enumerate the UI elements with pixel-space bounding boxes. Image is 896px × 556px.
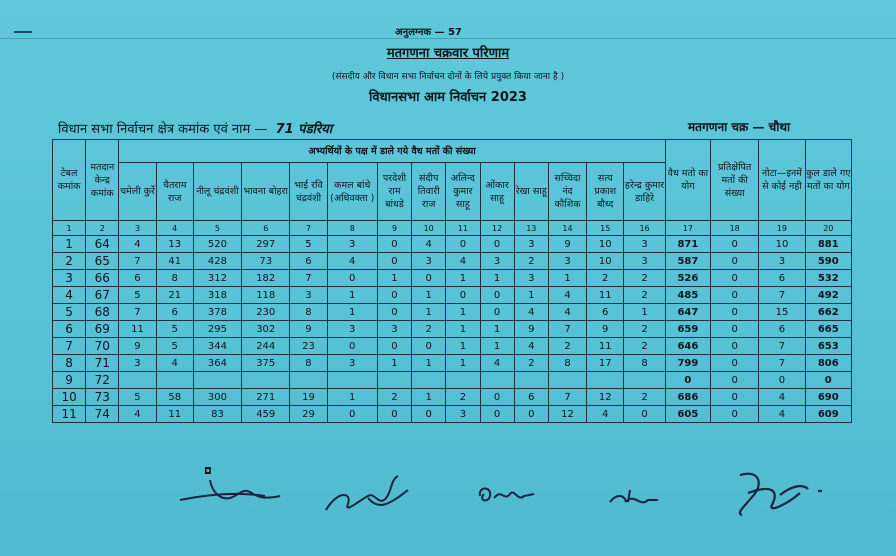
table-cell [156, 372, 193, 389]
column-number: 20 [805, 221, 851, 236]
constituency-line [58, 119, 332, 137]
table-cell: 6 [119, 270, 156, 287]
table-cell: 17 [587, 355, 624, 372]
table-cell: 12 [587, 389, 624, 406]
table-cell: 11 [587, 338, 624, 355]
candidate-header: संदीप तिवारी राज [412, 163, 446, 221]
candidates-group-header: अभ्यर्थियों के पक्ष में डाले गये वैध मतों की संख्या [119, 140, 665, 163]
table-cell: 0 [711, 338, 759, 355]
table-cell: 19 [290, 389, 327, 406]
table-cell: 1 [412, 287, 446, 304]
table-cell: 3 [412, 253, 446, 270]
table-cell: 4 [446, 253, 480, 270]
table-cell: 799 [665, 355, 710, 372]
table-cell: 67 [86, 287, 119, 304]
table-cell: 4 [119, 236, 156, 253]
column-number: 18 [711, 221, 759, 236]
table-cell: 72 [86, 372, 119, 389]
table-cell: 4 [156, 355, 193, 372]
table-cell: 3 [290, 287, 327, 304]
paper-fold-line [0, 38, 896, 39]
column-number: 2 [86, 221, 119, 236]
table-cell: 1 [480, 270, 514, 287]
candidate-header: चैतराम राज [156, 163, 193, 221]
table-cell: 459 [242, 406, 290, 423]
table-row [53, 338, 852, 355]
table-cell: 2 [624, 287, 665, 304]
table-cell: 0 [711, 270, 759, 287]
table-cell: 69 [86, 321, 119, 338]
table-cell: 0 [412, 338, 446, 355]
table-cell [587, 372, 624, 389]
table-cell: 0 [377, 338, 411, 355]
table-cell: 8 [156, 270, 193, 287]
table-cell [119, 372, 156, 389]
table-row [53, 253, 852, 270]
header-cell: कुल डाले गए मतों का योग [805, 140, 851, 221]
column-number: 9 [377, 221, 411, 236]
candidate-header: सत्य प्रकाश बौध्द [587, 163, 624, 221]
table-cell: 0 [711, 304, 759, 321]
column-number: 19 [759, 221, 805, 236]
table-cell: 318 [193, 287, 241, 304]
table-cell: 4 [119, 406, 156, 423]
table-cell: 0 [711, 253, 759, 270]
table-cell: 0 [412, 406, 446, 423]
table-cell [624, 372, 665, 389]
table-cell: 3 [327, 321, 377, 338]
table-cell: 1 [480, 338, 514, 355]
table-cell: 0 [624, 406, 665, 423]
table-cell: 8 [624, 355, 665, 372]
table-cell: 65 [86, 253, 119, 270]
table-cell: 0 [480, 236, 514, 253]
table-row [53, 236, 852, 253]
table-cell: 7 [548, 389, 586, 406]
table-cell: 4 [327, 253, 377, 270]
signature-4 [600, 484, 666, 510]
column-number: 6 [242, 221, 290, 236]
table-cell: 4 [759, 389, 805, 406]
table-cell: 881 [805, 236, 851, 253]
table-cell [377, 372, 411, 389]
table-cell [242, 372, 290, 389]
table-cell: 4 [548, 287, 586, 304]
table-row [53, 304, 852, 321]
table-cell: 0 [711, 321, 759, 338]
table-cell: 10 [759, 236, 805, 253]
table-cell: 302 [242, 321, 290, 338]
table-cell: 3 [377, 321, 411, 338]
table-cell: 244 [242, 338, 290, 355]
table-cell: 1 [548, 270, 586, 287]
table-cell: 2 [514, 355, 548, 372]
table-cell: 271 [242, 389, 290, 406]
table-cell: 0 [327, 270, 377, 287]
signature-1 [170, 470, 300, 510]
table-cell: 295 [193, 321, 241, 338]
candidate-header: भावना बोहरा [242, 163, 290, 221]
table-cell: 1 [327, 287, 377, 304]
table-cell: 605 [665, 406, 710, 423]
table-cell: 659 [665, 321, 710, 338]
table-cell: 428 [193, 253, 241, 270]
column-number: 13 [514, 221, 548, 236]
table-cell: 83 [193, 406, 241, 423]
table-cell: 0 [480, 304, 514, 321]
table-cell: 41 [156, 253, 193, 270]
table-row [53, 389, 852, 406]
table-cell: 11 [119, 321, 156, 338]
header-cell: वैध मतो का योग [665, 140, 710, 221]
table-cell: 375 [242, 355, 290, 372]
table-cell: 3 [446, 406, 480, 423]
table-cell: 11 [156, 406, 193, 423]
table-cell: 2 [624, 389, 665, 406]
document-subtitle: (संसदीय और विधान सभा निर्वाचन दोनों के लिये प्रयुक्त किया जाना है ) [331, 72, 565, 82]
table-cell: 0 [327, 338, 377, 355]
table-cell: 29 [290, 406, 327, 423]
table-cell: 6 [759, 270, 805, 287]
table-cell: 7 [119, 304, 156, 321]
table-cell: 520 [193, 236, 241, 253]
table-cell: 23 [290, 338, 327, 355]
header-cell: प्रतिक्षेपित मतों की संख्या [711, 140, 759, 221]
table-cell: 1 [446, 355, 480, 372]
column-number: 12 [480, 221, 514, 236]
table-cell: 0 [665, 372, 710, 389]
table-cell: 2 [377, 389, 411, 406]
table-cell: 7 [53, 338, 86, 355]
table-cell: 3 [514, 236, 548, 253]
seal-mark: ◘ [204, 467, 212, 477]
table-cell: 0 [446, 236, 480, 253]
column-number: 17 [665, 221, 710, 236]
column-number: 10 [412, 221, 446, 236]
table-cell: 378 [193, 304, 241, 321]
table-cell: 2 [624, 270, 665, 287]
table-cell: 10 [53, 389, 86, 406]
table-cell: 6 [290, 253, 327, 270]
table-cell: 686 [665, 389, 710, 406]
table-cell: 58 [156, 389, 193, 406]
column-number: 8 [327, 221, 377, 236]
table-cell: 300 [193, 389, 241, 406]
table-cell: 5 [53, 304, 86, 321]
table-cell: 9 [119, 338, 156, 355]
table-cell: 5 [290, 236, 327, 253]
table-cell: 2 [624, 321, 665, 338]
table-cell: 0 [480, 406, 514, 423]
table-cell: 1 [412, 355, 446, 372]
table-cell: 0 [759, 372, 805, 389]
table-cell [412, 372, 446, 389]
table-row [53, 355, 852, 372]
table-cell: 0 [711, 287, 759, 304]
candidate-header: अलिन्द कुमार साहू [446, 163, 480, 221]
table-cell: 0 [377, 304, 411, 321]
table-cell: 0 [711, 406, 759, 423]
table-cell: 73 [86, 389, 119, 406]
table-cell: 1 [446, 321, 480, 338]
candidate-header: भाई रवि चंद्रवंशी [290, 163, 327, 221]
table-cell: 7 [548, 321, 586, 338]
table-cell: 0 [711, 389, 759, 406]
table-cell: 665 [805, 321, 851, 338]
table-cell: 13 [156, 236, 193, 253]
table-cell: 8 [548, 355, 586, 372]
table-cell: 1 [412, 304, 446, 321]
election-title: विधानसभा आम निर्वाचन 2023 [369, 90, 527, 105]
constituency-name: 71 पंडरिया [275, 122, 333, 137]
table-cell: 871 [665, 236, 710, 253]
results-table [52, 139, 852, 423]
table-cell: 806 [805, 355, 851, 372]
table-cell: 3 [480, 253, 514, 270]
constituency-label: विधान सभा निर्वाचन क्षेत्र कमांक एवं नाम — [58, 122, 268, 137]
table-cell: 1 [446, 304, 480, 321]
table-cell: 4 [759, 406, 805, 423]
table-cell: 297 [242, 236, 290, 253]
table-cell: 492 [805, 287, 851, 304]
table-cell: 2 [624, 338, 665, 355]
candidate-header: नीलू चंद्रवंशी [193, 163, 241, 221]
table-cell: 364 [193, 355, 241, 372]
table-cell: 4 [412, 236, 446, 253]
table-cell: 1 [446, 270, 480, 287]
table-cell: 11 [587, 287, 624, 304]
annexure-number: अनुलग्नक — 57 [395, 27, 462, 38]
table-cell: 6 [587, 304, 624, 321]
table-row [53, 372, 852, 389]
table-cell: 0 [805, 372, 851, 389]
candidate-header: रेखा साहू [514, 163, 548, 221]
table-cell: 3 [759, 253, 805, 270]
table-cell: 0 [514, 406, 548, 423]
table-cell: 1 [377, 270, 411, 287]
table-cell: 1 [327, 389, 377, 406]
candidate-header: चमेली कुर्रे [119, 163, 156, 221]
table-cell: 3 [119, 355, 156, 372]
table-cell: 0 [480, 287, 514, 304]
table-cell: 4 [587, 406, 624, 423]
table-cell: 3 [327, 236, 377, 253]
table-cell: 0 [711, 372, 759, 389]
table-cell: 7 [759, 287, 805, 304]
table-cell: 5 [119, 287, 156, 304]
table-cell: 0 [377, 287, 411, 304]
table-cell [514, 372, 548, 389]
table-cell: 9 [290, 321, 327, 338]
table-cell: 0 [446, 287, 480, 304]
candidate-header: कमल बांधे (अधिवक्ता ) [327, 163, 377, 221]
table-cell: 3 [327, 355, 377, 372]
table-cell: 587 [665, 253, 710, 270]
candidate-header: परदेशी राम बांधडे [377, 163, 411, 221]
table-cell: 3 [624, 236, 665, 253]
table-body [53, 236, 852, 423]
table-cell: 4 [514, 338, 548, 355]
table-cell: 1 [327, 304, 377, 321]
table-cell: 6 [156, 304, 193, 321]
table-cell: 647 [665, 304, 710, 321]
column-number: 5 [193, 221, 241, 236]
table-cell: 1 [412, 389, 446, 406]
table-cell: 4 [548, 304, 586, 321]
table-cell: 4 [480, 355, 514, 372]
table-cell: 344 [193, 338, 241, 355]
table-cell: 2 [446, 389, 480, 406]
counting-round: मतगणना चक्र — चौथा [688, 120, 791, 134]
table-head [53, 140, 852, 236]
table-cell: 653 [805, 338, 851, 355]
table-cell: 3 [624, 253, 665, 270]
table-cell: 7 [759, 355, 805, 372]
table-cell: 2 [548, 338, 586, 355]
table-cell [480, 372, 514, 389]
table-cell: 1 [514, 287, 548, 304]
table-cell: 2 [53, 253, 86, 270]
table-cell: 0 [412, 270, 446, 287]
table-cell: 70 [86, 338, 119, 355]
table-cell: 71 [86, 355, 119, 372]
table-cell: 7 [119, 253, 156, 270]
table-cell: 0 [377, 236, 411, 253]
table-cell: 2 [514, 253, 548, 270]
table-cell: 10 [587, 253, 624, 270]
table-cell: 73 [242, 253, 290, 270]
table-cell: 4 [514, 304, 548, 321]
table-cell: 526 [665, 270, 710, 287]
table-cell: 7 [290, 270, 327, 287]
table-cell: 1 [53, 236, 86, 253]
table-row [53, 287, 852, 304]
table-row [53, 321, 852, 338]
table-cell: 485 [665, 287, 710, 304]
column-number: 15 [587, 221, 624, 236]
table-cell: 1 [480, 321, 514, 338]
header-cell: नोटा—इनमें से कोई नही [759, 140, 805, 221]
column-number: 7 [290, 221, 327, 236]
table-cell: 9 [514, 321, 548, 338]
table-cell: 7 [759, 338, 805, 355]
table-cell: 2 [587, 270, 624, 287]
table-cell: 0 [711, 236, 759, 253]
table-cell: 74 [86, 406, 119, 423]
table-cell: 5 [156, 321, 193, 338]
candidate-header: सच्चिदा नंद कौशिक [548, 163, 586, 221]
signature-5 [730, 465, 830, 521]
table-cell: 0 [377, 406, 411, 423]
table-cell: 532 [805, 270, 851, 287]
table-cell [327, 372, 377, 389]
column-number: 1 [53, 221, 86, 236]
table-cell: 0 [377, 253, 411, 270]
table-cell: 1 [624, 304, 665, 321]
table-cell [193, 372, 241, 389]
table-cell: 6 [759, 321, 805, 338]
table-cell: 4 [53, 287, 86, 304]
table-cell: 0 [711, 355, 759, 372]
signature-2 [318, 470, 418, 518]
table-cell [548, 372, 586, 389]
table-cell: 6 [53, 321, 86, 338]
table-cell: 9 [587, 321, 624, 338]
column-number: 11 [446, 221, 480, 236]
table-row [53, 270, 852, 287]
margin-mark [14, 31, 32, 33]
table-cell: 5 [156, 338, 193, 355]
table-cell: 230 [242, 304, 290, 321]
table-cell: 21 [156, 287, 193, 304]
candidate-header: ओंकार साहू [480, 163, 514, 221]
table-cell: 0 [480, 389, 514, 406]
table-cell: 646 [665, 338, 710, 355]
candidate-header: हरेन्द्र कुमार डाहिरे [624, 163, 665, 221]
table-cell: 0 [327, 406, 377, 423]
header-cell: टेबल कमांक [53, 140, 86, 221]
table-cell [446, 372, 480, 389]
table-cell: 118 [242, 287, 290, 304]
table-cell: 11 [53, 406, 86, 423]
table-cell: 609 [805, 406, 851, 423]
table-cell: 8 [290, 355, 327, 372]
table-cell: 3 [548, 253, 586, 270]
table-cell: 9 [548, 236, 586, 253]
table-cell: 662 [805, 304, 851, 321]
table-cell: 12 [548, 406, 586, 423]
table-cell: 8 [53, 355, 86, 372]
table-cell: 3 [514, 270, 548, 287]
table-cell: 6 [514, 389, 548, 406]
table-cell: 5 [119, 389, 156, 406]
table-cell: 64 [86, 236, 119, 253]
table-cell: 312 [193, 270, 241, 287]
table-cell: 9 [53, 372, 86, 389]
table-cell: 690 [805, 389, 851, 406]
column-number: 4 [156, 221, 193, 236]
signature-3 [474, 482, 540, 506]
table-cell [290, 372, 327, 389]
column-number: 3 [119, 221, 156, 236]
column-number: 16 [624, 221, 665, 236]
header-cell: मतदान केन्द्र कमांक [86, 140, 119, 221]
table-cell: 590 [805, 253, 851, 270]
column-number: 14 [548, 221, 586, 236]
table-cell: 3 [53, 270, 86, 287]
table-cell: 66 [86, 270, 119, 287]
table-cell: 8 [290, 304, 327, 321]
table-cell: 10 [587, 236, 624, 253]
table-cell: 182 [242, 270, 290, 287]
document-title: मतगणना चक्रवार परिणाम [386, 46, 510, 61]
table-row [53, 406, 852, 423]
table-cell: 15 [759, 304, 805, 321]
table-cell: 68 [86, 304, 119, 321]
table-cell: 1 [377, 355, 411, 372]
table-cell: 1 [446, 338, 480, 355]
table-cell: 2 [412, 321, 446, 338]
